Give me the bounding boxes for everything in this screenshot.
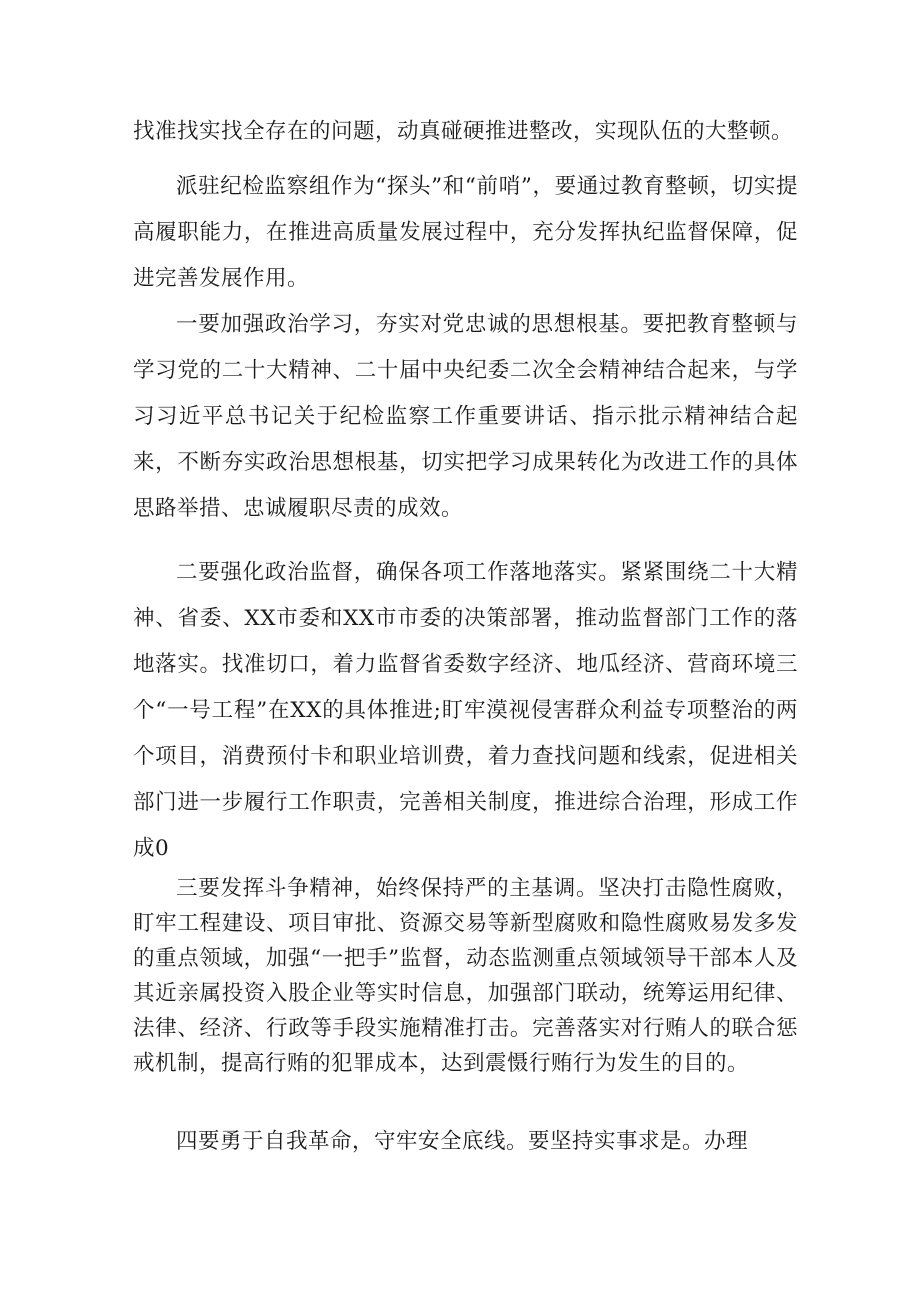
paragraph-point-four: 四要勇于自我革命，守牢安全底线。要坚持实事求是。办理 — [176, 1129, 749, 1154]
paragraph-carryover: 找准找实找全存在的问题，动真碰硬推进整改，实现队伍的大整顿。 — [133, 119, 794, 144]
paragraph-point-two: 二要强化政治监督，确保各项工作落地落实。紧紧围绕二十大精神、省委、XX市委和XX市市委的决策部署，推动监督部门工作的落地落实。找准切口，着力监督省委数字经济、地瓜经济、营商环境三个“一号工程”在XX的具体推进;盯牢漠视侵害群众利益专项整治的两个项目，消费预付卡和职业培训费，着力查找问题和线索，促进相关部门进一步履行工作职责，完善相关制度，推进综合治理，形成工作成0 — [133, 560, 798, 861]
paragraph-point-one: 一要加强政治学习，夯实对党忠诚的思想根基。要把教育整顿与学习党的二十大精神、二十届中央纪委二次全会精神结合起来，与学习习近平总书记关于纪检监察工作重要讲话、指示批示精神结合起来，不断夯实政治思想根基，切实把学习成果转化为改进工作的具体思路举措、忠诚履职尽责的成效。 — [133, 312, 798, 521]
paragraph-intro: 派驻纪检监察组作为“探头”和“前哨”，要通过教育整顿，切实提高履职能力，在推进高质量发展过程中，充分发挥执纪监督保障，促进完善发展作用。 — [133, 174, 798, 291]
paragraph-point-three: 三要发挥斗争精神，始终保持严的主基调。坚决打击隐性腐败，盯牢工程建设、项目审批、资源交易等新型腐败和隐性腐败易发多发的重点领域，加强“一把手”监督，动态监测重点领域领导干部本人及其近亲属投资入股企业等实时信息，加强部门联动，统筹运用纪律、法律、经济、行政等手段实施精准打击。完善落实对行贿人的联合惩戒机制，提高行贿的犯罪成本，达到震慑行贿行为发生的目的。 — [133, 876, 798, 1076]
